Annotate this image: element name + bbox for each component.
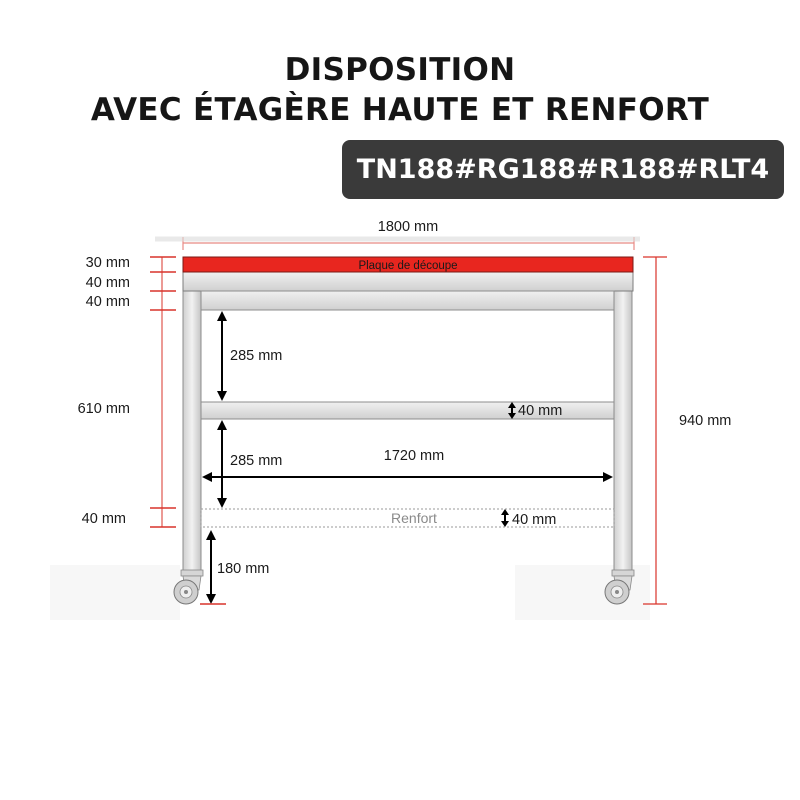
reference-badge: TN188#RG188#R188#RLT4 xyxy=(342,140,784,199)
background-shade xyxy=(50,565,180,620)
reinforcement-left-label: 40 mm xyxy=(81,511,126,527)
width-total-label: 1800 mm xyxy=(377,219,439,235)
upper-gap-arrow xyxy=(217,311,227,401)
inner-width-arrow xyxy=(202,472,613,482)
shelf-thickness-label: 40 mm xyxy=(518,403,563,419)
total-height-dimension xyxy=(643,257,667,604)
right-leg xyxy=(614,290,632,572)
lower-gap-arrow xyxy=(217,420,227,508)
board-thickness-label: 30 mm xyxy=(85,255,130,271)
reinforcement-label: Renfort xyxy=(391,510,437,526)
reinforcement-right-label: 40 mm xyxy=(512,512,557,528)
top-shelf-rail xyxy=(201,291,614,310)
total-height-label: 940 mm xyxy=(679,413,732,429)
left-dimension-ticks xyxy=(150,257,176,527)
upper-gap-label: 285 mm xyxy=(230,348,283,364)
inner-width-label: 1720 mm xyxy=(383,448,445,464)
lower-gap-label: 285 mm xyxy=(230,453,283,469)
ground-clearance-label: 180 mm xyxy=(217,561,270,577)
reinforcement-thickness-arrow xyxy=(501,509,509,527)
title-line-2: AVEC ÉTAGÈRE HAUTE ET RENFORT xyxy=(90,92,710,128)
left-height-label: 610 mm xyxy=(77,401,130,417)
left-leg xyxy=(183,290,201,572)
top-frame-label: 40 mm xyxy=(85,275,130,291)
top-shelf-frame-label: 40 mm xyxy=(85,294,130,310)
top-frame xyxy=(183,272,633,291)
title-line-1: DISPOSITION xyxy=(284,52,516,88)
width-dimension xyxy=(155,237,640,250)
cutting-board-label: Plaque de découpe xyxy=(358,260,458,272)
